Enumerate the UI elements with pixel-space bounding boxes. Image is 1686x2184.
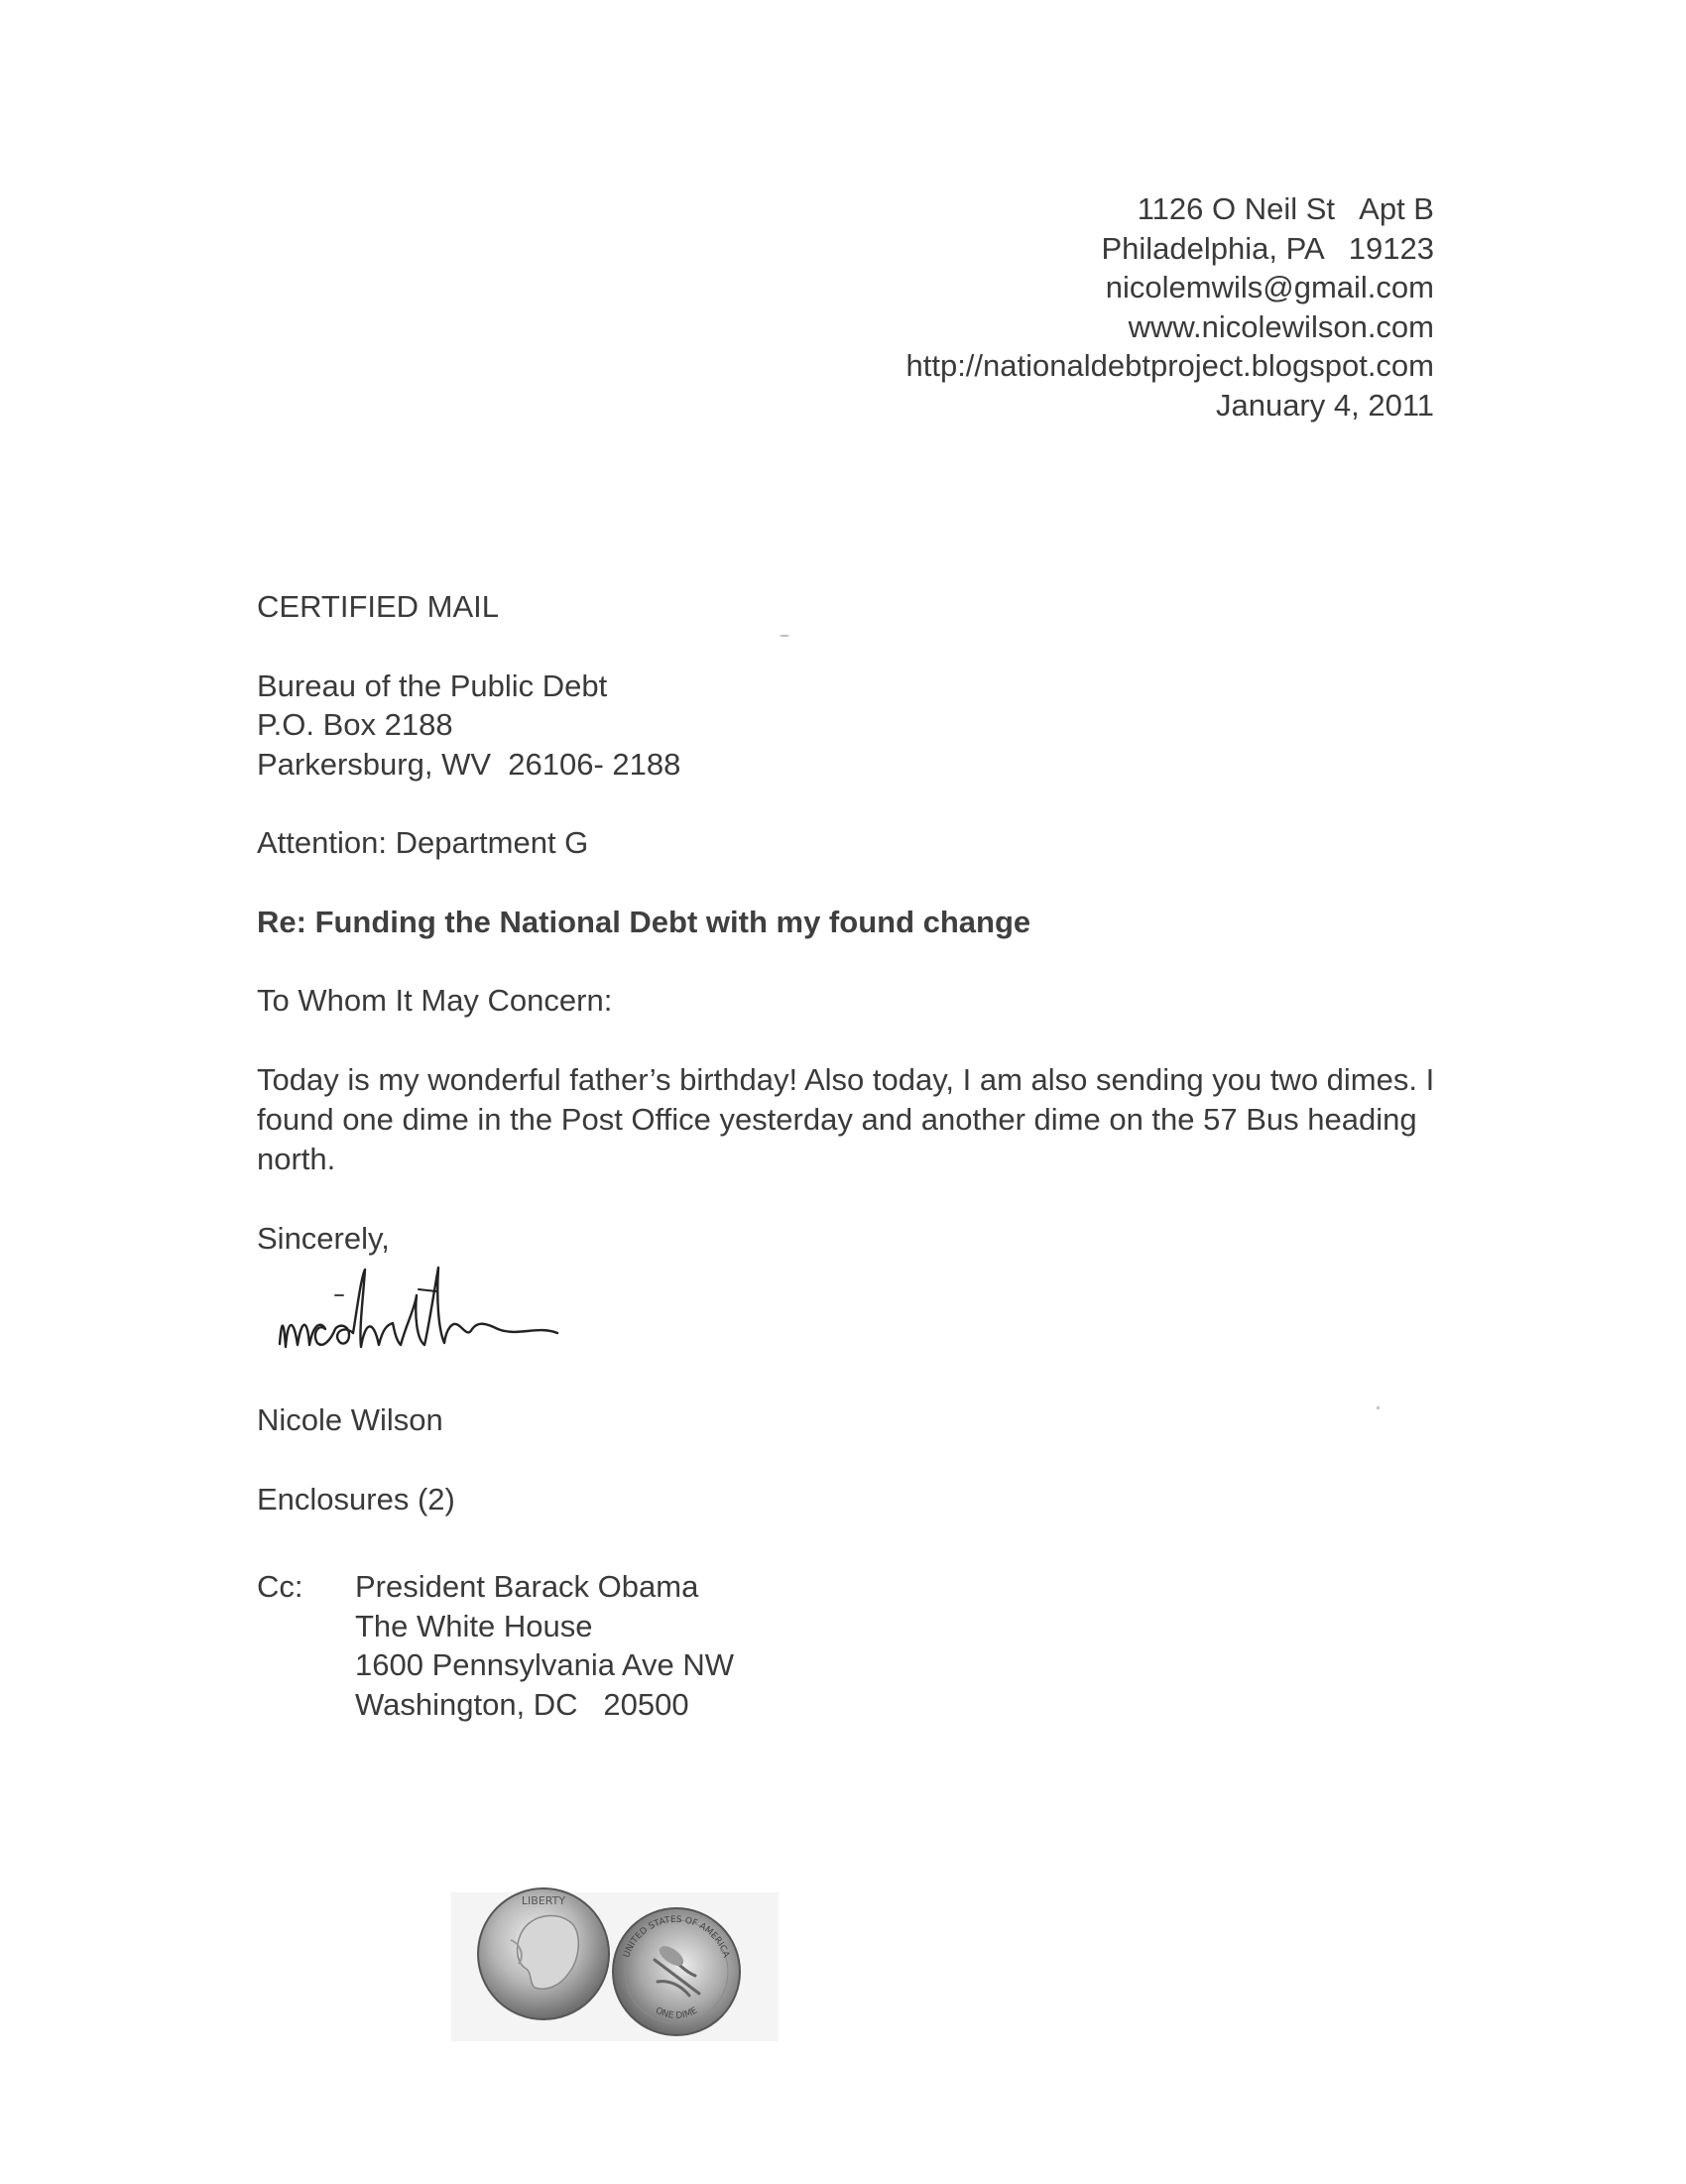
signature	[270, 1260, 706, 1389]
dime-back-value: ONE DIME	[653, 2005, 700, 2021]
sender-name: Nicole Wilson	[257, 1402, 443, 1437]
sender-city: Philadelphia, PA 19123	[1101, 230, 1434, 266]
recipient-city: Parkersburg, WV 26106- 2188	[257, 746, 681, 782]
scan-speck	[1377, 1406, 1380, 1409]
cc-name: President Barack Obama	[355, 1569, 699, 1604]
recipient-name: Bureau of the Public Debt	[257, 667, 608, 703]
sender-street: 1126 O Neil St Apt B	[1137, 191, 1434, 226]
mail-type: CERTIFIED MAIL	[257, 589, 500, 624]
subject-line: Re: Funding the National Debt with my found change	[257, 904, 1031, 939]
dime-back	[613, 1908, 740, 2035]
recipient-po-box: P.O. Box 2188	[257, 707, 453, 742]
salutation: To Whom It May Concern:	[257, 983, 613, 1018]
letter-date: January 4, 2011	[1215, 387, 1434, 423]
cc-city: Washington, DC 20500	[355, 1686, 689, 1722]
letter-body	[257, 587, 1447, 1258]
attention-line: Attention: Department G	[257, 825, 589, 860]
cc-street: 1600 Pennsylvania Ave NW	[355, 1647, 734, 1682]
enclosed-dimes-image	[451, 1865, 779, 2063]
recipient-address-block	[257, 667, 1447, 785]
signoff-block	[257, 1400, 455, 1518]
dime-front	[478, 1888, 609, 2019]
cc-organization: The White House	[355, 1608, 593, 1643]
sender-blog: http://nationaldebtproject.blogspot.com	[905, 348, 1434, 383]
sender-address-block	[905, 189, 1434, 425]
closing: Sincerely,	[257, 1220, 390, 1256]
enclosures-note: Enclosures (2)	[257, 1481, 455, 1517]
scan-speck	[780, 635, 789, 637]
dime-back-text: UNITED STATES OF AMERICA	[622, 1914, 731, 1960]
sender-website: www.nicolewilson.com	[1128, 308, 1434, 344]
cc-recipient	[355, 1567, 734, 1724]
body-paragraph: Today is my wonderful father’s birthday! Also today, I am also sending you two dimes. I found one dime in the Post Office yesterday and another dime on the 57 Bus heading north.	[257, 1061, 1435, 1176]
dime-front-text: LIBERTY	[521, 1894, 566, 1907]
sender-email: nicolemwils@gmail.com	[1105, 270, 1434, 304]
cc-label: Cc:	[257, 1569, 303, 1604]
